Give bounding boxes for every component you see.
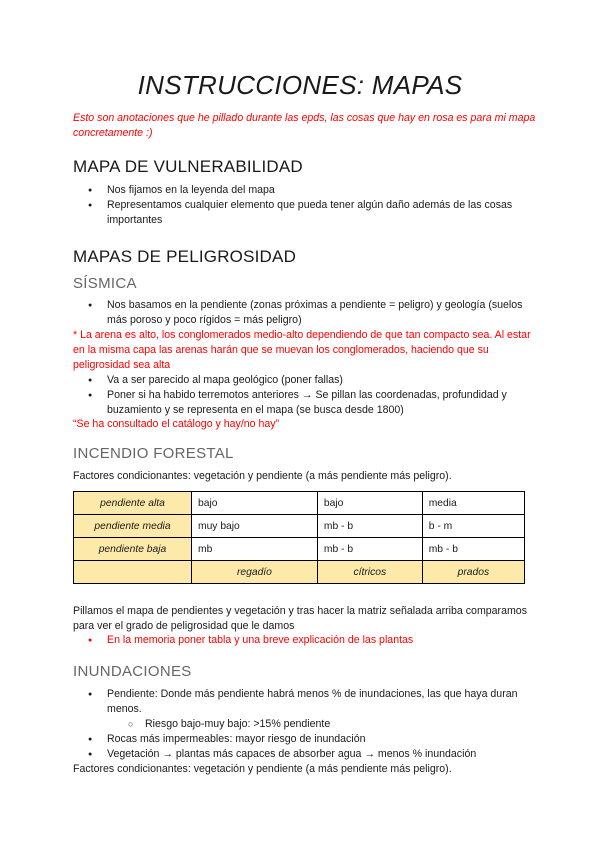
row-header: pendiente media [74, 515, 192, 538]
table-cell: bajo [192, 492, 318, 515]
table-row [74, 561, 525, 584]
heading-inundaciones: INUNDACIONES [73, 663, 192, 680]
list-item: ● Rocas más impermeables: mayor riesgo de inundación [73, 732, 543, 747]
heading-peligrosidad: MAPAS DE PELIGROSIDAD [73, 247, 297, 266]
incendio-factores: Factores condicionantes: vegetación y pendiente (a más pendiente más peligro). [73, 470, 452, 482]
table-cell: bajo [317, 492, 422, 515]
inundaciones-factores: Factores condicionantes: vegetación y pendiente (a más pendiente más peligro). [73, 763, 452, 775]
list-item: ● Nos basamos en la pendiente (zonas próximas a pendiente = peligro) y geología (suelos más poroso y poco rígidos = más peligro) [73, 298, 543, 328]
incendio-table [73, 491, 525, 584]
column-header: regadío [192, 561, 318, 584]
column-header: prados [422, 561, 524, 584]
incendio-paragraph: Pillamos el mapa de pendientes y vegetación y tras hacer la matriz señalada arriba comparamos para ver el grado de peligrosidad que le damos [73, 605, 527, 632]
list-item: ● Va a ser parecido al mapa geológico (poner fallas) [73, 373, 543, 388]
list-item: ● Poner si ha habido terremotos anteriores → Se pillan las coordenadas, profundidad y buzamiento y se representa en el mapa (se busca desde 1800) [73, 388, 543, 418]
list-item: ● En la memoria poner tabla y una breve explicación de las plantas [73, 633, 543, 648]
heading-incendio: INCENDIO FORESTAL [73, 445, 234, 462]
list-item: ● Pendiente: Donde más pendiente habrá menos % de inundaciones, las que haya duran menos. [73, 687, 543, 717]
table-cell: b - m [422, 515, 524, 538]
table-cell: mb - b [317, 538, 422, 561]
table-row [74, 538, 525, 561]
heading-sismica: SÍSMICA [73, 275, 137, 292]
list-sismica-1 [73, 298, 543, 328]
heading-vulnerabilidad: MAPA DE VULNERABILIDAD [73, 157, 303, 176]
list-item: ● Nos fijamos en la leyenda del mapa [73, 183, 543, 198]
table-cell: mb [192, 538, 318, 561]
list-vulnerabilidad [73, 183, 543, 228]
corner-cell [74, 561, 192, 584]
table-row [74, 492, 525, 515]
list-incendio [73, 633, 543, 648]
table-cell: media [422, 492, 524, 515]
intro-note: Esto son anotaciones que he pillado durante las epds, las cosas que hay en rosa es para mi mapa concretamente :) [73, 112, 536, 139]
sismica-red-note: * La arena es alto, los conglomerados medio-alto dependiendo de que tan compacto sea. Al estar en la misma capa las arenas harán que se muevan los conglomerados, haciendo que su peligrosidad sea alta [73, 329, 531, 371]
row-header: pendiente alta [74, 492, 192, 515]
table-cell: muy bajo [192, 515, 318, 538]
table-cell: mb - b [422, 538, 524, 561]
column-header: cítricos [317, 561, 422, 584]
table-cell: mb - b [317, 515, 422, 538]
list-inundaciones [73, 687, 543, 762]
table-row [74, 515, 525, 538]
list-item: ● Vegetación → plantas más capaces de absorber agua → menos % inundación [73, 747, 543, 762]
sub-list-item: ○ Riesgo bajo-muy bajo: >15% pendiente [73, 717, 543, 732]
list-sismica-2 [73, 373, 543, 418]
list-item: ● Representamos cualquier elemento que pueda tener algún daño además de las cosas importantes [73, 198, 543, 228]
row-header: pendiente baja [74, 538, 192, 561]
sismica-red-quote: “Se ha consultado el catálogo y hay/no hay” [73, 418, 280, 430]
document-title: INSTRUCCIONES: MAPAS [137, 70, 463, 100]
